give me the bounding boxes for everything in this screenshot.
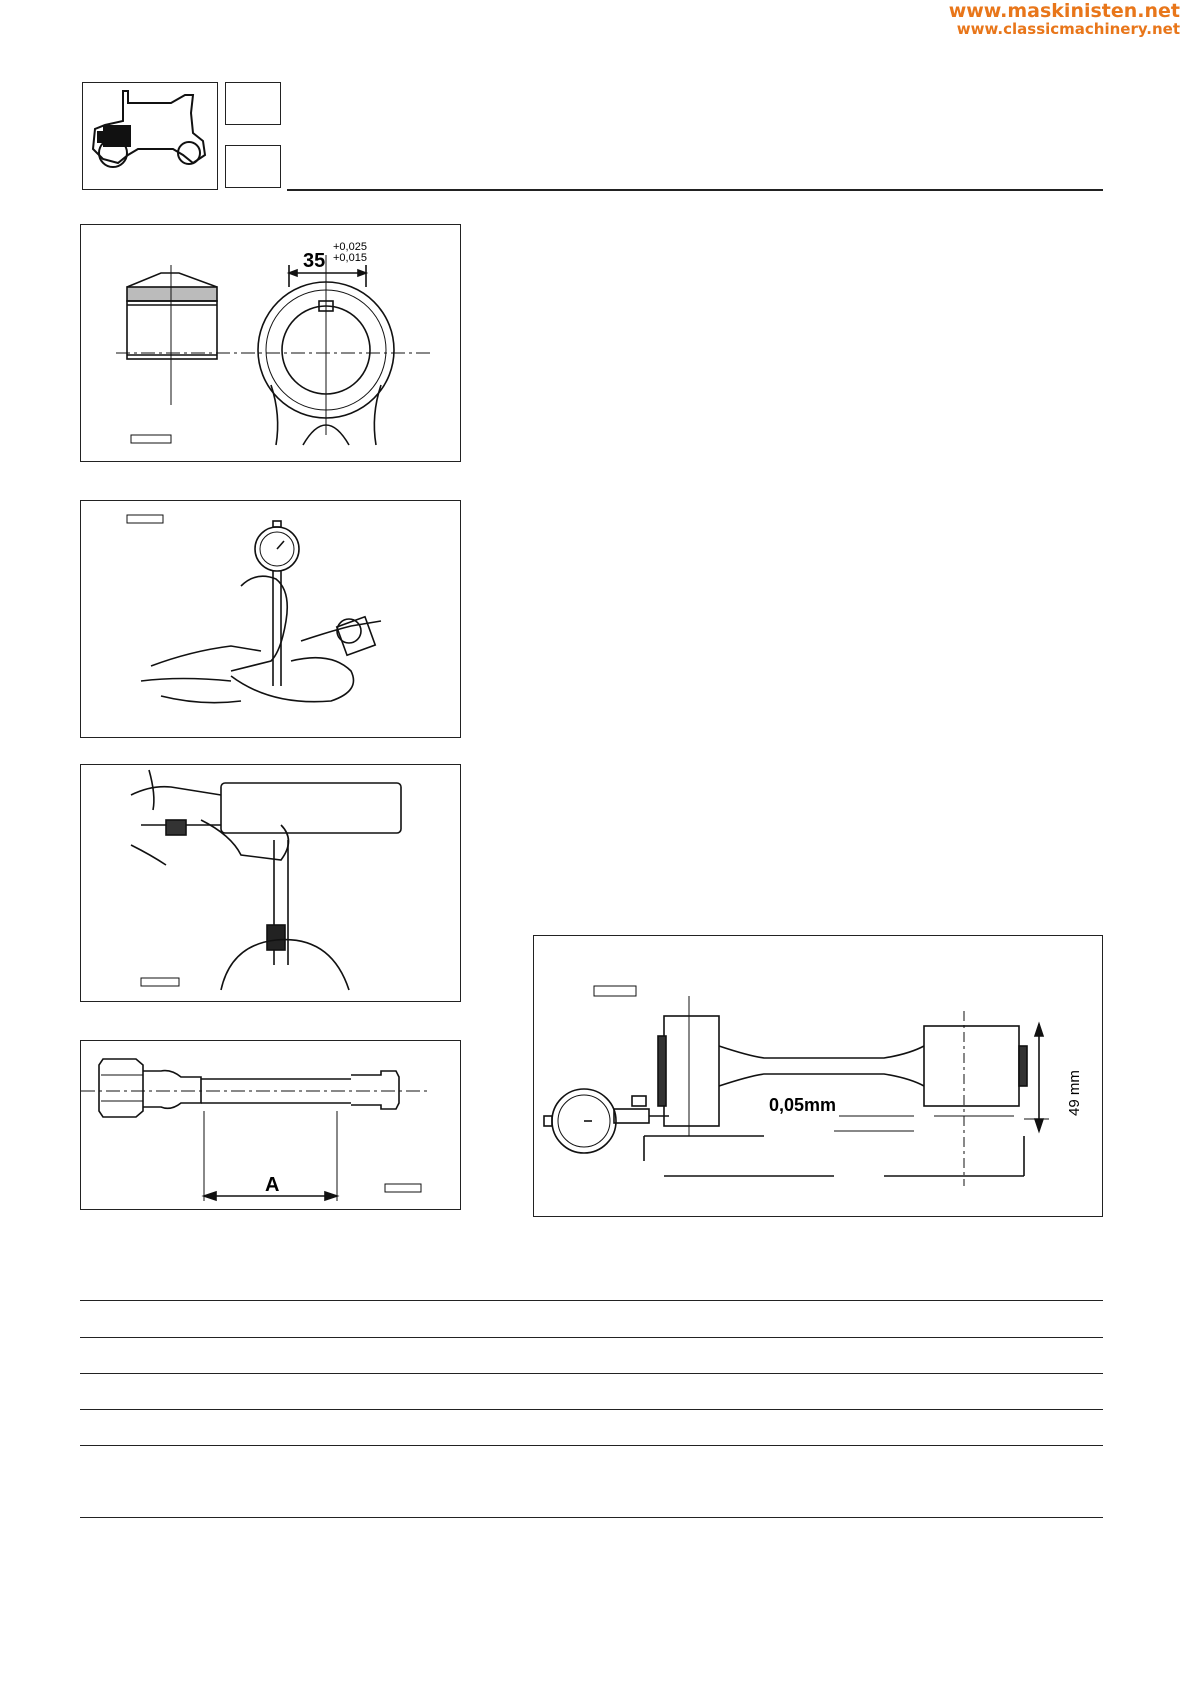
- table-rule: [80, 1517, 1103, 1518]
- bushing-tolerance-lower: +0,015: [333, 252, 367, 264]
- tractor-section-icon: [82, 82, 218, 190]
- valve-runout-value: 0,05mm: [769, 1095, 837, 1115]
- table-rule: [80, 1445, 1103, 1446]
- bushing-dimension-value: 35: [303, 250, 326, 272]
- figure-bore-gauge: [80, 500, 461, 738]
- header-rule: [287, 189, 1103, 191]
- watermark-primary-url: www.maskinisten.net: [948, 0, 1180, 22]
- table-rule: [80, 1300, 1103, 1301]
- figure-valve-runout: [533, 935, 1103, 1217]
- figure-conrod-tool: [80, 764, 461, 1002]
- watermark-secondary-url: www.classicmachinery.net: [956, 20, 1180, 38]
- figure-conrod-bushing: [80, 224, 461, 462]
- tractor-silhouette-icon: [83, 83, 216, 188]
- section-reference-box-bottom: [225, 145, 281, 188]
- valve-length-value: 49 mm: [1066, 1070, 1083, 1116]
- bushing-tolerance-upper: +0,025: [333, 241, 367, 253]
- table-rule: [80, 1337, 1103, 1338]
- section-reference-box-top: [225, 82, 281, 125]
- shaft-dimension-label: A: [265, 1174, 280, 1196]
- table-rule: [80, 1373, 1103, 1374]
- table-rule: [80, 1409, 1103, 1410]
- figure-shaft-dimension: [80, 1040, 461, 1210]
